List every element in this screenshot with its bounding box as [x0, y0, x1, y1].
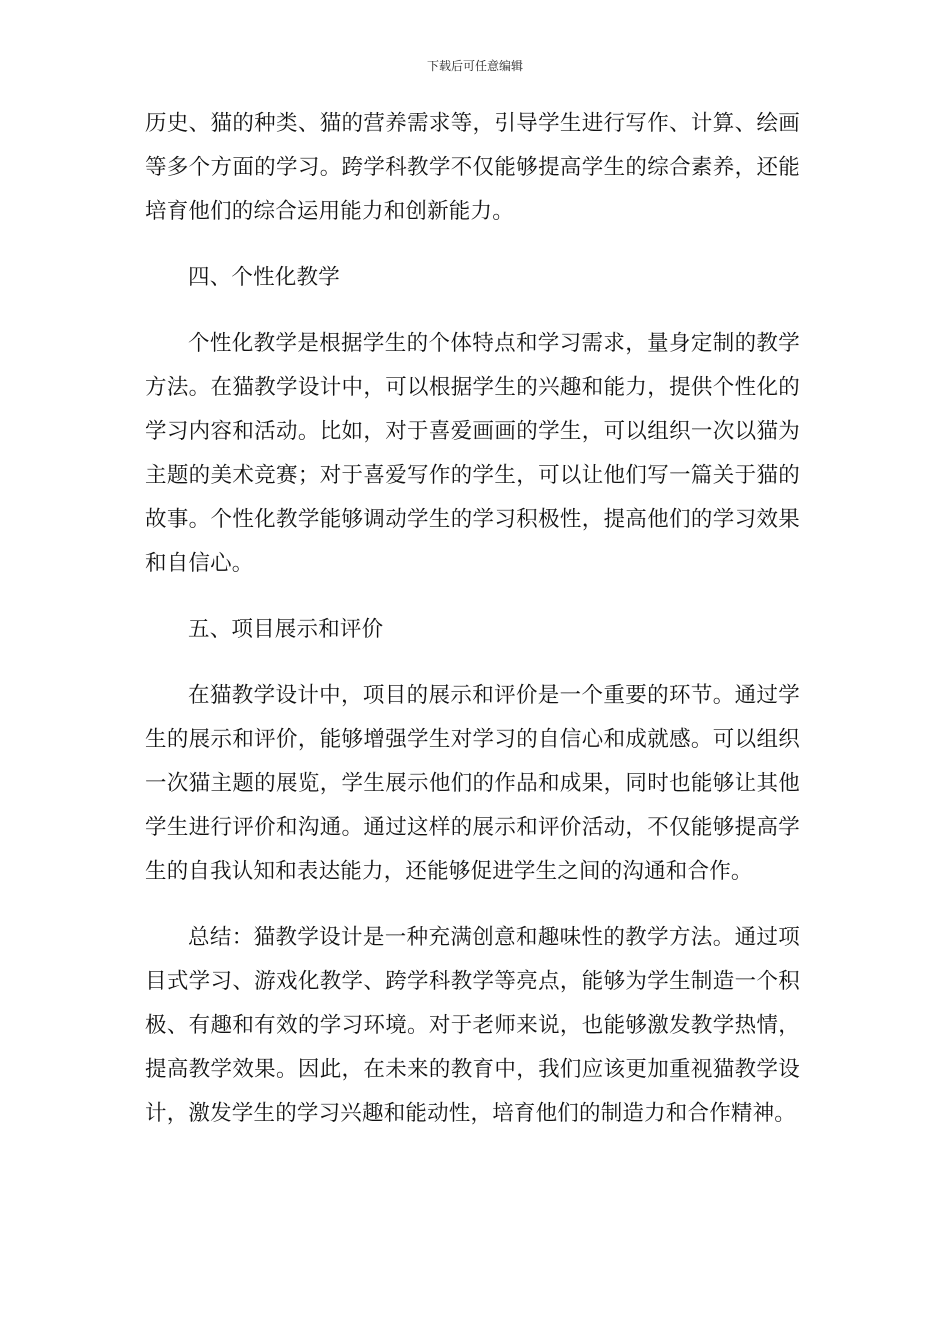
paragraph-project-showcase: 在猫教学设计中，项目的展示和评价是一个重要的环节。通过学生的展示和评价，能够增强学生对学习的自信心和成就感。可以组织一次猫主题的展览，学生展示他们的作品和成果，同时也能够让其他学生进行评价和沟通。通过这样的展示和评价活动，不仅能够提高学生的自我认知和表达能力，还能够促进学生之间的沟通和合作。 — [145, 683, 800, 884]
paragraph-summary: 总结：猫教学设计是一种充满创意和趣味性的教学方法。通过项目式学习、游戏化教学、跨学科教学等亮点，能够为学生制造一个积极、有趣和有效的学习环境。对于老师来说，也能够激发教学热情，提高教学效果。因此，在未来的教育中，我们应该更加重视猫教学设计，激发学生的学习兴趣和能动性，培育他们的制造力和合作精神。 — [145, 925, 800, 1126]
section-heading-project-showcase: 五、项目展示和评价 — [188, 617, 384, 642]
page-header-note: 下载后可任意编辑 — [426, 59, 523, 73]
paragraph-personalized-teaching: 个性化教学是根据学生的个体特点和学习需求，量身定制的教学方法。在猫教学设计中，可以根据学生的兴趣和能力，提供个性化的学习内容和活动。比如，对于喜爱画画的学生，可以组织一次以猫为主题的美术竞赛；对于喜爱写作的学生，可以让他们写一篇关于猫的故事。个性化教学能够调动学生的学习积极性，提高他们的学习效果和自信心。 — [145, 331, 800, 576]
section-heading-personalized-teaching: 四、个性化教学 — [188, 265, 340, 290]
document-body — [145, 102, 800, 1136]
paragraph-continued: 历史、猫的种类、猫的营养需求等，引导学生进行写作、计算、绘画等多个方面的学习。跨学科教学不仅能够提高学生的综合素养，还能培育他们的综合运用能力和创新能力。 — [145, 111, 800, 224]
